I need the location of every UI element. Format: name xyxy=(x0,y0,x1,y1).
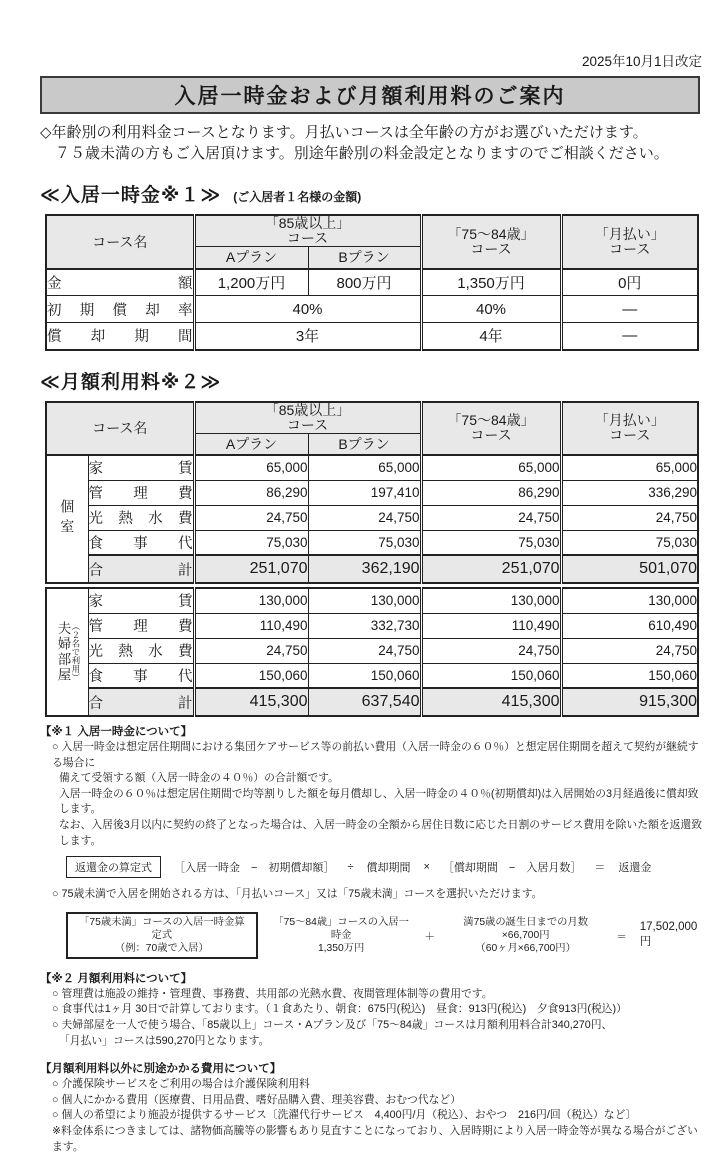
fee-cell: 336,290 xyxy=(561,480,698,505)
section-heading-lump-sum xyxy=(40,180,702,207)
divide-operator: ÷ xyxy=(347,861,354,874)
row-label-total: 合計 xyxy=(88,688,194,716)
notes-lump-line-2: 備えて受領する額（入居一時金の４０％）の合計額です。 xyxy=(59,772,339,785)
under75-formula-term1-line2: 1,350万円 xyxy=(317,942,365,954)
total-cell: 251,070 xyxy=(421,555,561,583)
total-cell: 915,300 xyxy=(561,688,698,716)
refund-formula-expr2: ［償却期間 − 入居月数］ xyxy=(442,862,582,875)
column-header-plan-a: Aプラン xyxy=(194,433,308,455)
equals-operator: ＝ xyxy=(616,931,627,943)
fee-cell: 24,750 xyxy=(308,638,421,663)
monthly-fee-table-couple xyxy=(45,587,699,717)
amount-cell-plan-a: 1,200万円 xyxy=(194,269,308,296)
fee-cell: 610,490 xyxy=(561,613,698,638)
multiply-operator: × xyxy=(423,861,430,874)
column-header-75-84-line2: コース xyxy=(470,427,512,444)
under75-formula-term1-line1: 「75～84歳」コースの入居一時金 xyxy=(273,916,409,941)
lump-sum-heading-note: (ご入居者１名様の金額) xyxy=(233,190,362,204)
notes-extra-line-4: ※料金体系につきましては、諸物価高騰等の影響もあり見直すことになっており、入居時期により入居一時金等が異なる場合がございます。 xyxy=(52,1124,698,1153)
row-label-meals: 食事代 xyxy=(88,530,194,555)
under75-formula-result: 17,502,000円 xyxy=(639,921,698,949)
notes-monthly-line-4: 「月払い」コースは590,270円となります。 xyxy=(59,1034,270,1047)
total-cell: 415,300 xyxy=(421,688,561,716)
under75-formula-term1 xyxy=(271,916,412,955)
column-header-85plus xyxy=(194,215,421,247)
under75-formula-term2-line2: （60ヶ月×66,700円） xyxy=(475,942,576,954)
monthly-fee-table-private xyxy=(45,401,699,585)
column-header-75-84 xyxy=(421,215,561,269)
fee-cell: 24,750 xyxy=(421,638,561,663)
fee-cell: 110,490 xyxy=(421,613,561,638)
notes-lump-line-1: ○ 入居一時金は想定居住期間における集団ケアサービス等の前払い費用（入居一時金の６０％）と想定居住期間を超えて契約が継続する場合に xyxy=(52,741,699,769)
column-header-monthly-pay-line2: コース xyxy=(609,427,651,444)
table-row-meals xyxy=(46,530,698,555)
fee-cell: 65,000 xyxy=(561,455,698,480)
fee-cell: 197,410 xyxy=(308,480,421,505)
period-cell-85plus: 3年 xyxy=(194,323,421,350)
equals-operator: ＝ xyxy=(594,862,606,875)
column-header-monthly-pay-line1: 「月払い」 xyxy=(594,412,665,429)
row-label-rent: 家賃 xyxy=(88,455,194,480)
fee-cell: 150,060 xyxy=(194,663,308,688)
under75-formula-box-line1: 「75歳未満」コースの入居一時金算定式 xyxy=(79,916,245,941)
notes-extra-line-2: ○ 個人にかかる費用（医療費、日用品費、嗜好品購入費、理美容費、おむつ代など） xyxy=(52,1093,462,1106)
fee-cell: 130,000 xyxy=(308,588,421,613)
total-cell: 362,190 xyxy=(308,555,421,583)
row-label-management: 管理費 xyxy=(88,480,194,505)
row-label-utilities: 光熱水費 xyxy=(88,638,194,663)
note-under-75: ○ 75歳未満で入居を開始される方は、「月払いコース」又は「75歳未満」コースを選択いただけます。 xyxy=(52,888,543,901)
fee-cell: 150,060 xyxy=(421,663,561,688)
notes-lump-line-3: 入居一時金の６０％は想定居住期間で均等割りした額を毎月償却し、入居一時金の４０％(初期償却)は入居開始の3月経過後に償却致します。 xyxy=(59,787,699,816)
fee-cell: 24,750 xyxy=(194,505,308,530)
table-row-total-private xyxy=(46,555,698,583)
fee-cell: 130,000 xyxy=(421,588,561,613)
room-type-label-private xyxy=(46,455,88,583)
refund-formula-mid-term: 償却期間 xyxy=(366,862,411,875)
notes-extra-title: 【月額利用料以外に別途かかる費用について】 xyxy=(40,1063,282,1076)
fee-cell: 24,750 xyxy=(194,638,308,663)
period-cell-monthly: ― xyxy=(561,323,698,350)
table-row-management xyxy=(46,480,698,505)
row-label-initial-rate: 初期償却率 xyxy=(46,296,194,323)
under75-formula-box xyxy=(66,912,258,959)
initial-rate-cell-75-84: 40% xyxy=(421,296,561,323)
amount-cell-plan-b: 800万円 xyxy=(308,269,421,296)
notes-lump-title: 【※１ 入居一時金について】 xyxy=(40,726,193,738)
amount-cell-75-84: 1,350万円 xyxy=(421,269,561,296)
notes-extra-line-3: ○ 個人の希望により施設が提供するサービス〔洗濯代行サービス 4,400円/月（税込）、おやつ 216円/回（税込）など〕 xyxy=(52,1109,637,1122)
fee-cell: 86,290 xyxy=(421,480,561,505)
table-row-rent xyxy=(46,455,698,480)
fee-cell: 150,060 xyxy=(561,663,698,688)
row-label-amount: 金額 xyxy=(46,269,194,296)
notes-monthly-title: 【※２ 月額利用料について】 xyxy=(40,972,193,985)
column-header-plan-a: Aプラン xyxy=(194,247,308,269)
column-header-plan-b: Bプラン xyxy=(308,247,421,269)
table-row-management xyxy=(46,613,698,638)
row-label-rent: 家賃 xyxy=(88,588,194,613)
total-cell: 251,070 xyxy=(194,555,308,583)
room-type-private-text: 個室 xyxy=(59,499,76,539)
room-type-couple-subtext: （２名で利用） xyxy=(70,622,81,682)
fee-cell: 110,490 xyxy=(194,613,308,638)
column-header-monthly-pay xyxy=(561,215,698,269)
intro-line-2: ７５歳未満の方もご入居頂けます。別途年齢別の料金設定となりますのでご相談ください。 xyxy=(40,145,669,162)
total-cell: 637,540 xyxy=(308,688,421,716)
fee-cell: 130,000 xyxy=(561,588,698,613)
intro-line-1: ◇年齢別の利用料金コースとなります。月払いコースは全年齢の方がお選びいただけます。 xyxy=(40,124,648,141)
fee-cell: 24,750 xyxy=(561,505,698,530)
notes-extra-line-1: ○ 介護保険サービスをご利用の場合は介護保険利用料 xyxy=(52,1078,310,1091)
column-header-monthly-pay-line2: コース xyxy=(609,240,651,257)
refund-formula-expr1: ［入居一時金 − 初期償却額］ xyxy=(174,862,335,875)
row-label-period: 償却期間 xyxy=(46,323,194,350)
period-cell-75-84: 4年 xyxy=(421,323,561,350)
monthly-heading: ≪月額利用料※２≫ xyxy=(40,371,222,393)
revision-date: 2025年10月1日改定 xyxy=(581,54,702,69)
row-label-meals: 食事代 xyxy=(88,663,194,688)
fee-cell: 75,030 xyxy=(421,530,561,555)
fee-cell: 86,290 xyxy=(194,480,308,505)
column-header-course-name: コース名 xyxy=(46,215,194,269)
table-row-utilities xyxy=(46,638,698,663)
column-header-85plus-line2: コース xyxy=(286,416,329,433)
column-header-85plus-line2: コース xyxy=(286,230,329,246)
column-header-monthly-pay-line1: 「月払い」 xyxy=(594,225,665,242)
document-content xyxy=(40,0,702,1155)
row-label-total: 合計 xyxy=(88,555,194,583)
fee-cell: 24,750 xyxy=(308,505,421,530)
column-header-75-84-line1: 「75～84歳」 xyxy=(447,225,535,242)
column-header-75-84-line1: 「75～84歳」 xyxy=(447,412,535,429)
fee-cell: 65,000 xyxy=(421,455,561,480)
fee-cell: 75,030 xyxy=(308,530,421,555)
under75-formula-term2 xyxy=(448,916,604,955)
column-header-75-84-line2: コース xyxy=(470,240,512,257)
notes-monthly-line-1: ○ 管理費は施設の維持・管理費、事務費、共用部の光熱水費、夜間管理体制等の費用です。 xyxy=(52,987,493,1000)
column-header-85plus-line1: 「85歳以上」 xyxy=(264,401,351,418)
initial-rate-cell-monthly: ― xyxy=(561,296,698,323)
section-heading-monthly xyxy=(40,367,702,394)
fee-cell: 24,750 xyxy=(421,505,561,530)
total-cell: 501,070 xyxy=(561,555,698,583)
notes-monthly-line-3: ○ 夫婦部屋を一人で使う場合、「85歳以上」コース・Aプラン及び「75～84歳」コースは月額利用料合計340,270円、 xyxy=(52,1018,613,1031)
notes-lump-line-4: なお、入居後3月以内に契約の終了となった場合は、入居一時金の全額から居住日数に応じた日割のサービス費用を除いた額を返還致します。 xyxy=(59,818,703,847)
refund-formula-result: 返還金 xyxy=(618,862,652,875)
row-label-management: 管理費 xyxy=(88,613,194,638)
lump-sum-heading: ≪入居一時金※１≫ xyxy=(40,185,222,206)
table-row-rent xyxy=(46,588,698,613)
amount-cell-monthly: 0円 xyxy=(561,269,698,296)
page-title: 入居一時金および月額利用料のご案内 xyxy=(40,76,700,114)
row-label-utilities: 光熱水費 xyxy=(88,505,194,530)
room-type-label-couple xyxy=(46,588,88,716)
fee-cell: 332,730 xyxy=(308,613,421,638)
table-row-total-couple xyxy=(46,688,698,716)
under75-formula-box-line2: （例：70歳で入居） xyxy=(114,942,209,954)
fee-cell: 130,000 xyxy=(194,588,308,613)
notes-monthly-line-2: ○ 食事代は1ヶ月 30日で計算しております。（１食あたり、朝食：675円(税込) 昼食：913円(税込) 夕食913円(税込)） xyxy=(52,1003,627,1016)
column-header-85plus-line1: 「85歳以上」 xyxy=(264,215,351,231)
fee-cell: 75,030 xyxy=(194,530,308,555)
under75-formula-term2-line1: 満75歳の誕生日までの月数×66,700円 xyxy=(463,916,589,941)
refund-formula-box: 返還金の算定式 xyxy=(66,856,161,878)
column-header-monthly-pay xyxy=(561,402,698,456)
column-header-course-name: コース名 xyxy=(46,402,194,456)
lump-sum-table xyxy=(45,214,699,351)
under75-formula xyxy=(66,912,702,959)
table-row-utilities xyxy=(46,505,698,530)
fee-cell: 65,000 xyxy=(308,455,421,480)
table-row-meals xyxy=(46,663,698,688)
initial-rate-cell-85plus: 40% xyxy=(194,296,421,323)
table-row-period xyxy=(46,323,698,350)
fee-cell: 65,000 xyxy=(194,455,308,480)
room-type-couple-text: 夫婦部屋 xyxy=(55,621,71,683)
fee-cell: 150,060 xyxy=(308,663,421,688)
column-header-75-84 xyxy=(421,402,561,456)
column-header-85plus xyxy=(194,402,421,434)
table-row-amount xyxy=(46,269,698,296)
intro-text xyxy=(40,122,702,164)
column-header-plan-b: Bプラン xyxy=(308,433,421,455)
refund-formula xyxy=(66,856,702,878)
fee-cell: 75,030 xyxy=(561,530,698,555)
plus-operator: ＋ xyxy=(424,931,435,943)
total-cell: 415,300 xyxy=(194,688,308,716)
fee-cell: 24,750 xyxy=(561,638,698,663)
table-row-initial-rate xyxy=(46,296,698,323)
